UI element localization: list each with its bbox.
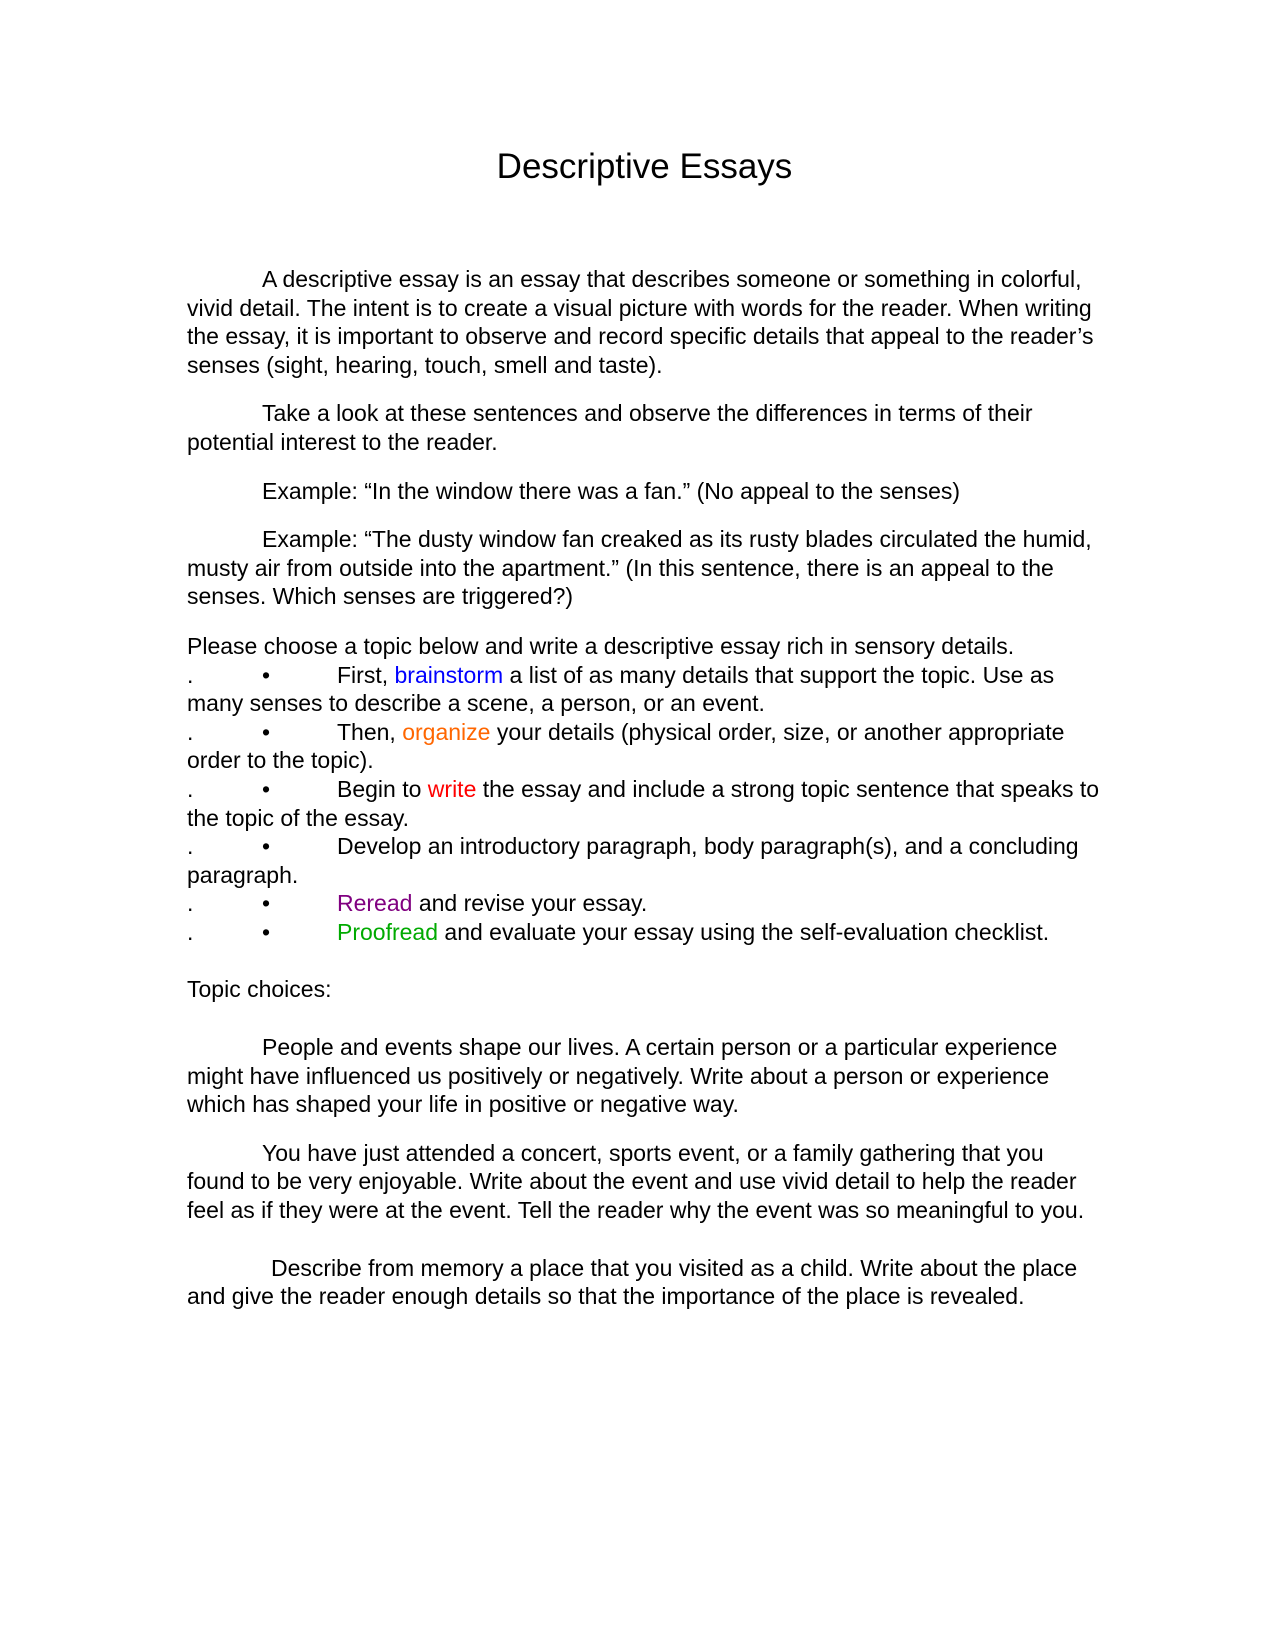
- bullet-icon: •: [262, 890, 271, 917]
- topic-three: Describe from memory a place that you visited as a child. Write about the place and give the reader enough details so that the importance of the place is revealed.: [187, 1254, 1078, 1310]
- list-item: [187, 918, 1102, 947]
- bullet-icon: •: [262, 718, 271, 745]
- list-dot: .: [187, 833, 194, 860]
- item-keyword-proofread: Proofread: [337, 918, 439, 945]
- item-before: Then,: [337, 718, 403, 745]
- bullet-icon: •: [262, 661, 271, 688]
- item-before: Begin to: [337, 775, 428, 802]
- intro-paragraph: A descriptive essay is an essay that describes someone or something in colorful, vivid detail. The intent is to create a visual picture with words for the reader. When writing the essay, it is important to observe and record specific details that appeal to the reader’s senses (sight, hearing, touch, smell and taste).: [187, 266, 1094, 378]
- list-item: [187, 775, 1102, 832]
- example-two: Example: “The dusty window fan creaked as its rusty blades circulated the humid, musty air from outside into the apartment.” (In this sentence, there is an appeal to the senses. Which senses are triggered?): [187, 526, 1092, 610]
- list-item: [187, 661, 1102, 718]
- item-keyword-reread: Reread: [337, 890, 413, 917]
- list-dot: .: [187, 775, 194, 802]
- bullet-icon: •: [262, 918, 271, 945]
- document-page: [187, 146, 1102, 1311]
- bullet-icon: •: [262, 833, 271, 860]
- list-dot: .: [187, 718, 194, 745]
- item-after: your details (physical order, size, or another appropriate order to the topic).: [187, 718, 1065, 774]
- topic-one: People and events shape our lives. A certain person or a particular experience might have influenced us positively or negatively. Write about a person or experience which has shaped your life in positive or negative way.: [187, 1034, 1058, 1118]
- list-dot: .: [187, 918, 194, 945]
- item-before: First,: [337, 661, 395, 688]
- item-after: a list of as many details that support the topic. Use as many senses to describe a scene, a person, or an event.: [187, 661, 1055, 717]
- list-item: [187, 889, 1102, 918]
- item-before: Develop an introductory paragraph, body paragraph(s), and a concluding paragraph.: [187, 833, 1079, 888]
- item-keyword-organize: organize: [402, 718, 491, 745]
- list-item: [187, 718, 1102, 775]
- topic-two: You have just attended a concert, sports event, or a family gathering that you found to be very enjoyable. Write about the event and use vivid detail to help the reader feel as if they were at the event. Tell the reader why the event was so meaningful to you.: [187, 1139, 1085, 1224]
- item-after: the essay and include a strong topic sentence that speaks to the topic of the essay.: [187, 775, 1100, 831]
- instructions-lead: Please choose a topic below and write a descriptive essay rich in sensory details.: [187, 632, 1015, 659]
- topics-heading: Topic choices:: [187, 976, 332, 1003]
- document-title: Descriptive Essays: [496, 147, 793, 186]
- item-keyword-brainstorm: brainstorm: [394, 661, 504, 688]
- sentences-paragraph: Take a look at these sentences and observe the differences in terms of their potential interest to the reader.: [187, 400, 1033, 455]
- example-one: Example: “In the window there was a fan.” (No appeal to the senses): [262, 477, 961, 504]
- instructions-list: [187, 661, 1102, 947]
- list-dot: .: [187, 890, 194, 917]
- item-keyword-write: write: [427, 775, 477, 802]
- item-after: and revise your essay.: [412, 890, 648, 917]
- item-after: and evaluate your essay using the self-evaluation checklist.: [438, 918, 1050, 945]
- bullet-icon: •: [262, 775, 271, 802]
- list-dot: .: [187, 661, 194, 688]
- list-item: [187, 832, 1102, 889]
